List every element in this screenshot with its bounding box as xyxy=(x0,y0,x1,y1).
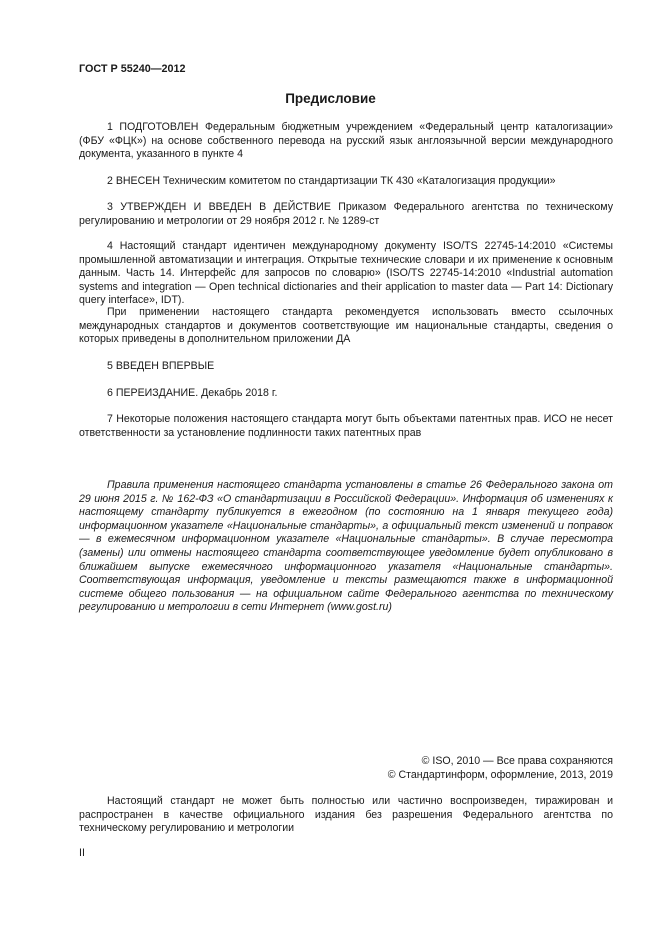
reproduction-notice: Настоящий стандарт не может быть полностью или частично воспроизведен, тиражирован и распространен в качестве официального издания без разрешения Федерального агентства по техническому регулированию и метрологии xyxy=(79,795,613,835)
foreword-item-4: 4 Настоящий стандарт идентичен международному документу ISO/TS 22745-14:2010 «Системы промышленной автоматизации и интеграция. Открытые технические словари и их применение к основным данным. Часть 14. Интерфейс для запросов по словарю» (ISO/TS 22745-14:2010 «Industrial automation systems and integration — Open technical dictionaries and their application to master data — Part 14: Dictionary query interface», IDT). xyxy=(79,240,613,307)
foreword-item-3: 3 УТВЕРЖДЕН И ВВЕДЕН В ДЕЙСТВИЕ Приказом Федерального агентства по техническому регулированию и метрологии от 29 ноября 2012 г. № 1289-ст xyxy=(79,201,613,227)
foreword-item-6: 6 ПЕРЕИЗДАНИЕ. Декабрь 2018 г. xyxy=(107,387,278,399)
foreword-item-1: 1 ПОДГОТОВЛЕН Федеральным бюджетным учреждением «Федеральный центр каталогизации» (ФБУ «ФЦК») на основе собственного перевода на русский язык англоязычной версии международного документа, указанного в пункте 4 xyxy=(79,121,613,161)
document-header-id: ГОСТ Р 55240—2012 xyxy=(79,63,186,75)
foreword-item-4-note: При применении настоящего стандарта рекомендуется использовать вместо ссылочных международных стандартов и документов соответствующие им национальные стандарты, сведения о которых приведены в дополнительном приложении ДА xyxy=(79,306,613,346)
section-title: Предисловие xyxy=(285,91,376,106)
copyright-standartinform: © Стандартинформ, оформление, 2013, 2019 xyxy=(387,769,613,781)
foreword-item-7: 7 Некоторые положения настоящего стандарта могут быть объектами патентных прав. ИСО не несет ответственности за установление подлинности таких патентных прав xyxy=(79,413,613,439)
copyright-iso: © ISO, 2010 — Все права сохраняются xyxy=(421,755,613,767)
foreword-item-2: 2 ВНЕСЕН Техническим комитетом по стандартизации ТК 430 «Каталогизация продукции» xyxy=(107,175,556,187)
foreword-item-5: 5 ВВЕДЕН ВПЕРВЫЕ xyxy=(107,360,215,372)
page-number: II xyxy=(79,847,85,859)
rules-notice: Правила применения настоящего стандарта установлены в статье 26 Федерального закона от 29 июня 2015 г. № 162-ФЗ «О стандартизации в Российской Федерации». Информация об изменениях к настоящему стандарту публикуется в ежегодном (по состоянию на 1 января текущего года) информационном указателе «Национальные стандарты», а официальный текст изменений и поправок — в ежемесячном информационном указателе «Национальные стандарты». В случае пересмотра (замены) или отмены настоящего стандарта соответствующее уведомление будет опубликовано в ближайшем выпуске ежемесячного информационного указателя «Национальные стандарты». Соответствующая информация, уведомление и тексты размещаются также в информационной системе общего пользования — на официальном сайте Федерального агентства по техническому регулированию и метрологии в сети Интернет (www.gost.ru) xyxy=(79,479,613,614)
